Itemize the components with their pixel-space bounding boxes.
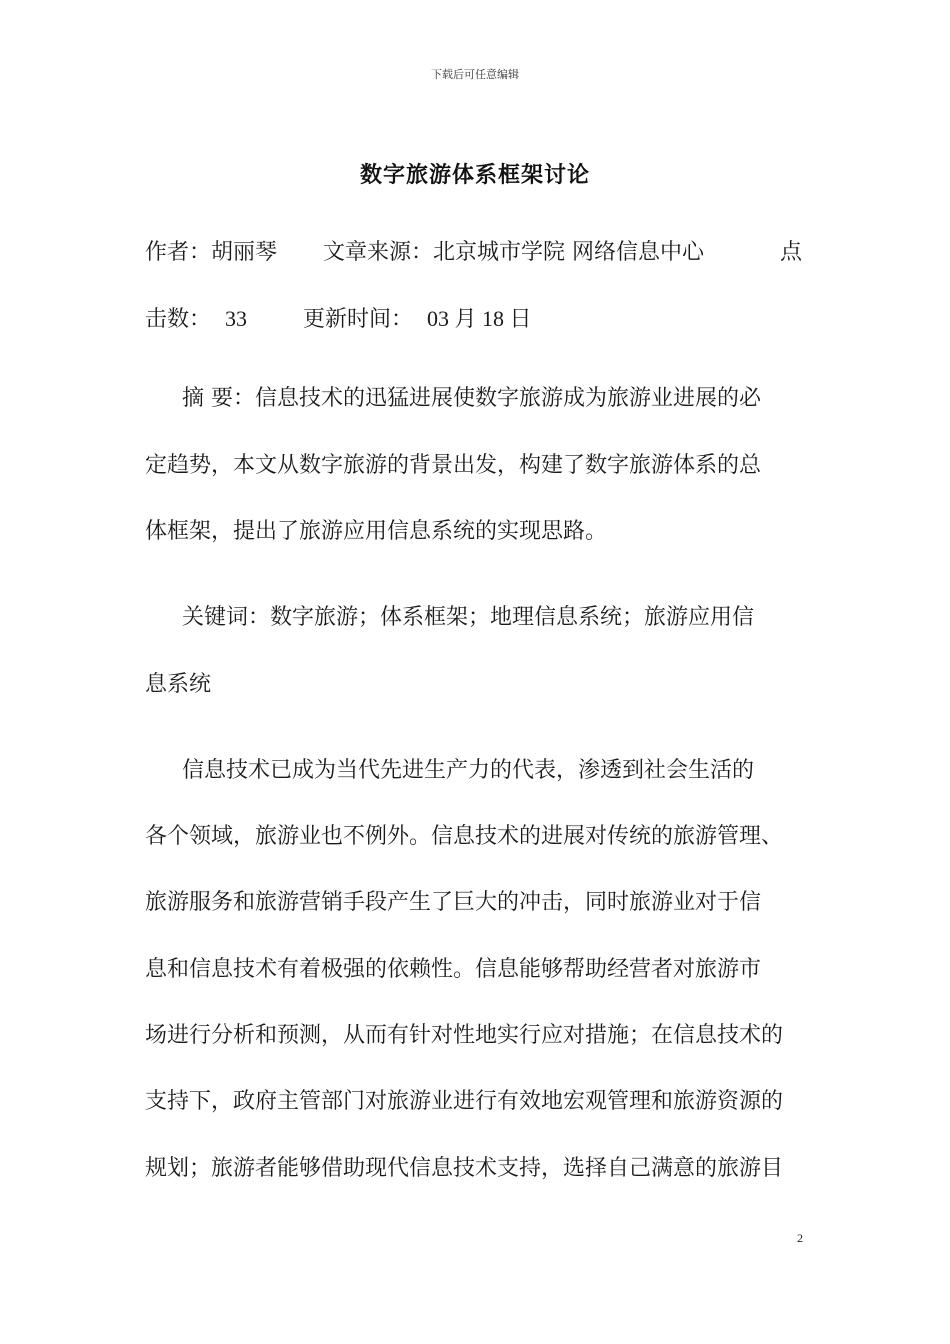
body-line: 息和信息技术有着极强的依赖性。信息能够帮助经营者对旅游市 [145, 957, 762, 982]
abstract-line: 摘 要：信息技术的迅猛进展使数字旅游成为旅游业进展的必 [182, 386, 761, 411]
source-label: 文章来源： [323, 240, 434, 265]
body-line: 旅游服务和旅游营销手段产生了巨大的冲击，同时旅游业对于信 [145, 890, 762, 915]
header-note: 下载后可任意编辑 [431, 68, 519, 81]
source-name: 北京城市学院 网络信息中心 [433, 240, 705, 265]
meta-line-1 [145, 238, 810, 268]
clicks-label-part1: 点 [780, 240, 803, 265]
abstract-line: 定趋势，本文从数字旅游的背景出发，构建了数字旅游体系的总 [145, 453, 762, 478]
updated-date: 03 月 18 日 [427, 306, 532, 331]
page-number: 2 [797, 1231, 803, 1245]
author-label: 作者： [145, 240, 212, 265]
clicks-count: 33 [225, 306, 248, 331]
body-line: 场进行分析和预测，从而有针对性地实行应对措施；在信息技术的 [145, 1023, 784, 1048]
document-title: 数字旅游体系框架讨论 [359, 163, 590, 188]
abstract-line: 体框架，提出了旅游应用信息系统的实现思路。 [145, 519, 608, 544]
body-line: 规划；旅游者能够借助现代信息技术支持，选择自己满意的旅游目 [145, 1156, 784, 1181]
body-line: 信息技术已成为当代先进生产力的代表，渗透到社会生活的 [182, 758, 755, 783]
keywords-line: 息系统 [145, 672, 212, 697]
author-name: 胡丽琴 [211, 240, 278, 265]
meta-line-2 [145, 304, 810, 335]
body-line: 支持下，政府主管部门对旅游业进行有效地宏观管理和旅游资源的 [145, 1089, 784, 1114]
clicks-label: 击数： [145, 307, 212, 332]
keywords-line: 关键词：数字旅游；体系框架；地理信息系统；旅游应用信 [182, 605, 755, 630]
body-line: 各个领域，旅游业也不例外。信息技术的进展对传统的旅游管理、 [145, 824, 784, 849]
updated-label: 更新时间： [303, 307, 414, 332]
